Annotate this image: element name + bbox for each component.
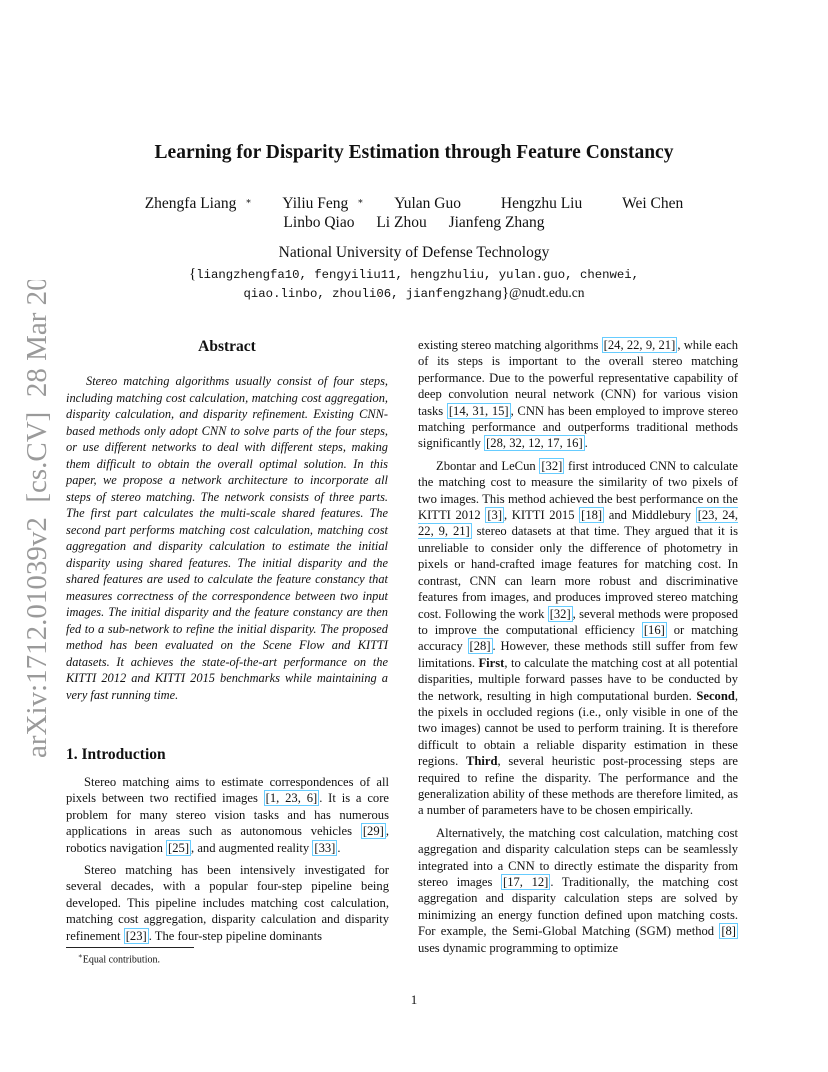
citation-link[interactable]: [29] <box>362 824 384 839</box>
citation-link[interactable]: [16] <box>643 622 665 637</box>
abstract-text: Stereo matching algorithms usually consist of four steps, including matching cost calculation, matching cost aggregation, disparity calculation, and disparity refinement. Existing CNN-based methods only adopt CNN to solve parts of the four steps, or use different networks to deal with different steps, making them difficult to obtain the overall optimal solution. In this paper, we propose a network architecture to incorporate all steps of stereo matching. The network consists of three parts. The first part calculates the multi-scale shared features. The second part performs matching cost calculation, matching cost aggregation and disparity calculation to estimate the initial disparity using shared features. The initial disparity and the shared features are used to calculate the feature constancy that measures correctness of the correspondence between two input images. The initial disparity and the feature constancy are then fed to a sub-network to refine the initial disparity. The proposed method has been evaluated on the Scene Flow and KITTI datasets. It achieves the state-of-the-art performance on the KITTI 2012 and KITTI 2015 benchmarks while maintaining a very fast running time. <box>66 374 388 702</box>
footnote-rule <box>66 947 194 948</box>
citation-link[interactable]: [24, 22, 9, 21] <box>603 338 676 352</box>
section-heading-introduction: 1. Introduction <box>66 746 166 763</box>
citation-link[interactable]: [3] <box>487 508 503 523</box>
text-run: Alternatively, the matching cost calculation, matching cost aggregation and disparity calculation steps can be seamlessly integrated into a CNN to directly estimate the disparity from stereo images <box>418 825 738 889</box>
citation-link[interactable]: [25] <box>168 840 190 855</box>
footnote: ∗Equal contribution. <box>78 952 160 966</box>
authors-line-2 <box>0 214 828 232</box>
affiliation: National University of Defense Technology <box>278 244 550 261</box>
paragraph <box>418 825 738 956</box>
text-run: . <box>584 436 588 451</box>
text-run: Stereo matching aims to estimate correspondences of all pixels between two rectified images <box>66 775 389 806</box>
paragraph <box>418 458 738 819</box>
left-column-body <box>66 774 389 950</box>
citation-link[interactable]: [1, 23, 6] <box>265 791 318 806</box>
paragraph <box>418 337 738 452</box>
bold-text: Second <box>696 688 735 703</box>
citation-link[interactable]: [32] <box>541 458 563 473</box>
citation-link[interactable]: [28, 32, 12, 17, 16] <box>486 436 583 451</box>
paper-title: Learning for Disparity Estimation through Feature Constancy <box>154 142 674 163</box>
authors-line-1 <box>0 195 828 213</box>
emails-line-1: {liangzhengfa10, fengyiliu11, hengzhuliu, yulan.guo, chenwei, <box>189 266 639 282</box>
text-run: , several heuristic post-processing steps are required to refine the disparity. The performance and the generalization ability of these methods are therefore limited, as a number of parameters have to be chosen empirically. <box>418 754 739 818</box>
text-run: . However, these methods still suffer from few limitations. <box>418 639 739 670</box>
text-run: , to calculate the matching cost at all potential disparities, multiple forward passes have to be conducted by the network, resulting in high computational burden. <box>418 655 738 703</box>
text-run: or matching accuracy <box>418 622 738 654</box>
author: Jianfeng Zhang <box>448 214 545 231</box>
text-run: , the pixels in occluded regions (i.e., only visible in one of the two images) cannot be used to perform training. It is therefore difficult to obtain a reliable disparity estimation in these regions. <box>418 688 738 769</box>
citation-link[interactable]: [23] <box>125 928 147 943</box>
citation-link[interactable]: [17, 12] <box>503 875 549 889</box>
text-run: , while each of its steps is important to the overall stereo matching performance. Due to the powerful representative capability of deep convolution neural network (CNN) for various vision tasks <box>418 338 738 418</box>
arxiv-id-text: arXiv:1712.01039v2 [cs.CV] 28 Mar 2018 <box>21 280 53 758</box>
text-run: uses dynamic programming to optimize <box>418 940 619 955</box>
text-run: Zbontar and LeCun <box>436 458 540 473</box>
text-run: . It is a core problem for many stereo vision tasks and has numerous applications in areas such as autonomous vehicles <box>66 791 389 839</box>
citation-link[interactable]: [14, 31, 15] <box>448 403 509 418</box>
emails-line-2: qiao.linbo, zhouli06, jianfengzhang}@nudt.edu.cn <box>243 285 585 301</box>
citation-link[interactable]: [28] <box>469 639 491 654</box>
bold-text: First <box>478 655 505 670</box>
author: Linbo Qiao <box>283 214 355 231</box>
abstract-heading: Abstract <box>198 338 256 355</box>
text-run: existing stereo matching algorithms <box>418 338 602 352</box>
citation-link[interactable]: [33] <box>314 840 336 855</box>
text-run: , CNN has been employed to improve stereo matching performance and outperforms traditional methods significantly <box>418 403 738 451</box>
citation-link[interactable]: [18] <box>581 508 603 523</box>
citation-link[interactable]: [32] <box>549 606 571 621</box>
paragraph <box>66 774 389 856</box>
right-column-body <box>418 337 738 962</box>
author: Li Zhou <box>376 214 427 231</box>
text-run: . <box>337 840 341 855</box>
text-run: , and augmented reality <box>191 840 313 855</box>
author: Zhengfa Liang ∗ <box>144 195 252 212</box>
text-run: , several methods were proposed to improve the computational efficiency <box>418 606 738 637</box>
text-run: , robotics navigation <box>66 824 389 855</box>
text-run: Stereo matching has been intensively investigated for several decades, with a popular four-step pipeline being developed. This pipeline includes matching cost calculation, matching cost aggregation, disparity calculation and disparity refinement <box>66 863 389 943</box>
text-run: , KITTI 2015 <box>504 508 580 523</box>
paragraph <box>66 862 389 944</box>
text-run: . Traditionally, the matching cost aggregation and disparity calculation steps are solved by minimizing an energy function defined upon matching costs. For example, the Semi-Global Matching (SGM) method <box>418 875 738 939</box>
bold-text: Third <box>465 754 498 769</box>
citation-link[interactable]: [8] <box>721 924 736 939</box>
text-run: and Middlebury <box>604 508 696 523</box>
author: Yiliu Feng ∗ <box>282 195 364 212</box>
text-run: first introduced CNN to calculate the matching cost to measure the similarity of two pixels of two images. This method achieved the best performance on the KITTI 2012 <box>418 458 738 523</box>
text-run: . The four-step pipeline dominants <box>148 928 323 943</box>
author: Hengzhu Liu <box>500 195 583 212</box>
arxiv-side-stamp <box>8 280 60 760</box>
author: Wei Chen <box>622 195 684 212</box>
author: Yulan Guo <box>394 195 461 212</box>
page-number: 1 <box>410 992 418 1007</box>
citation-link[interactable]: [23, 24, 22, 9, 21] <box>418 508 739 539</box>
text-run: stereo datasets at that time. They argued that it is unreliable to consider only the difference of photometry in pixels or hand-crafted image features for matching cost. In contrast, CNN can learn more robust and discriminative features from images, and produces improved stereo matching cost. Following the work <box>418 524 738 621</box>
